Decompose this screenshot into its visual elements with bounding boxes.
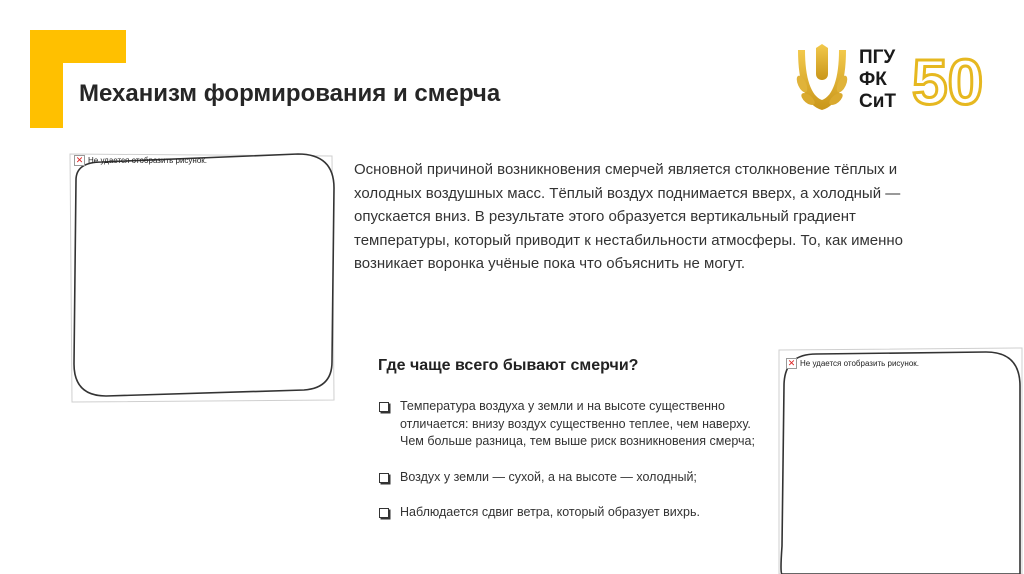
broken-image-notice: ✕ Не удается отобразить рисунок. bbox=[787, 358, 919, 368]
checkbox-bullet-icon bbox=[379, 508, 389, 518]
corner-accent-bracket bbox=[30, 30, 126, 128]
list-item: Температура воздуха у земли и на высоте существенно отличается: внизу воздух существенно теплее, чем наверху. Чем больше разница, тем выше риск возникновения смерча; bbox=[378, 398, 773, 451]
slide-title: Механизм формирования и смерча bbox=[79, 80, 501, 107]
image-placeholder-left bbox=[66, 150, 338, 406]
broken-image-notice: ✕ Не удается отобразить рисунок. bbox=[75, 155, 207, 165]
section-subheading: Где чаще всего бывают смерчи? bbox=[378, 357, 639, 374]
broken-image-icon: ✕ bbox=[75, 155, 84, 165]
main-paragraph: Основной причиной возникновения смерчей является столкновение тёплых и холодных воздушных масс. Тёплый воздух поднимается вверх, а холодный — опускается вниз. В результате этого образуется вертикальный градиент температуры, который приводит к нестабильности атмосферы. То, как именно возникает воронка учёные пока что объяснить не могут. bbox=[354, 161, 904, 272]
checkbox-bullet-icon bbox=[379, 402, 389, 412]
logo-wordmark: ПГУ ФК СиТ bbox=[859, 47, 897, 112]
bullet-list bbox=[378, 398, 773, 522]
list-item: Воздух у земли — сухой, а на высоте — холодный; bbox=[378, 469, 773, 487]
university-logo bbox=[792, 44, 997, 116]
checkbox-bullet-icon bbox=[379, 473, 389, 483]
list-item: Наблюдается сдвиг ветра, который образует вихрь. bbox=[378, 504, 773, 522]
image-placeholder-right bbox=[776, 346, 1024, 574]
broken-image-icon: ✕ bbox=[787, 358, 796, 368]
svg-text:50: 50 bbox=[912, 46, 984, 116]
